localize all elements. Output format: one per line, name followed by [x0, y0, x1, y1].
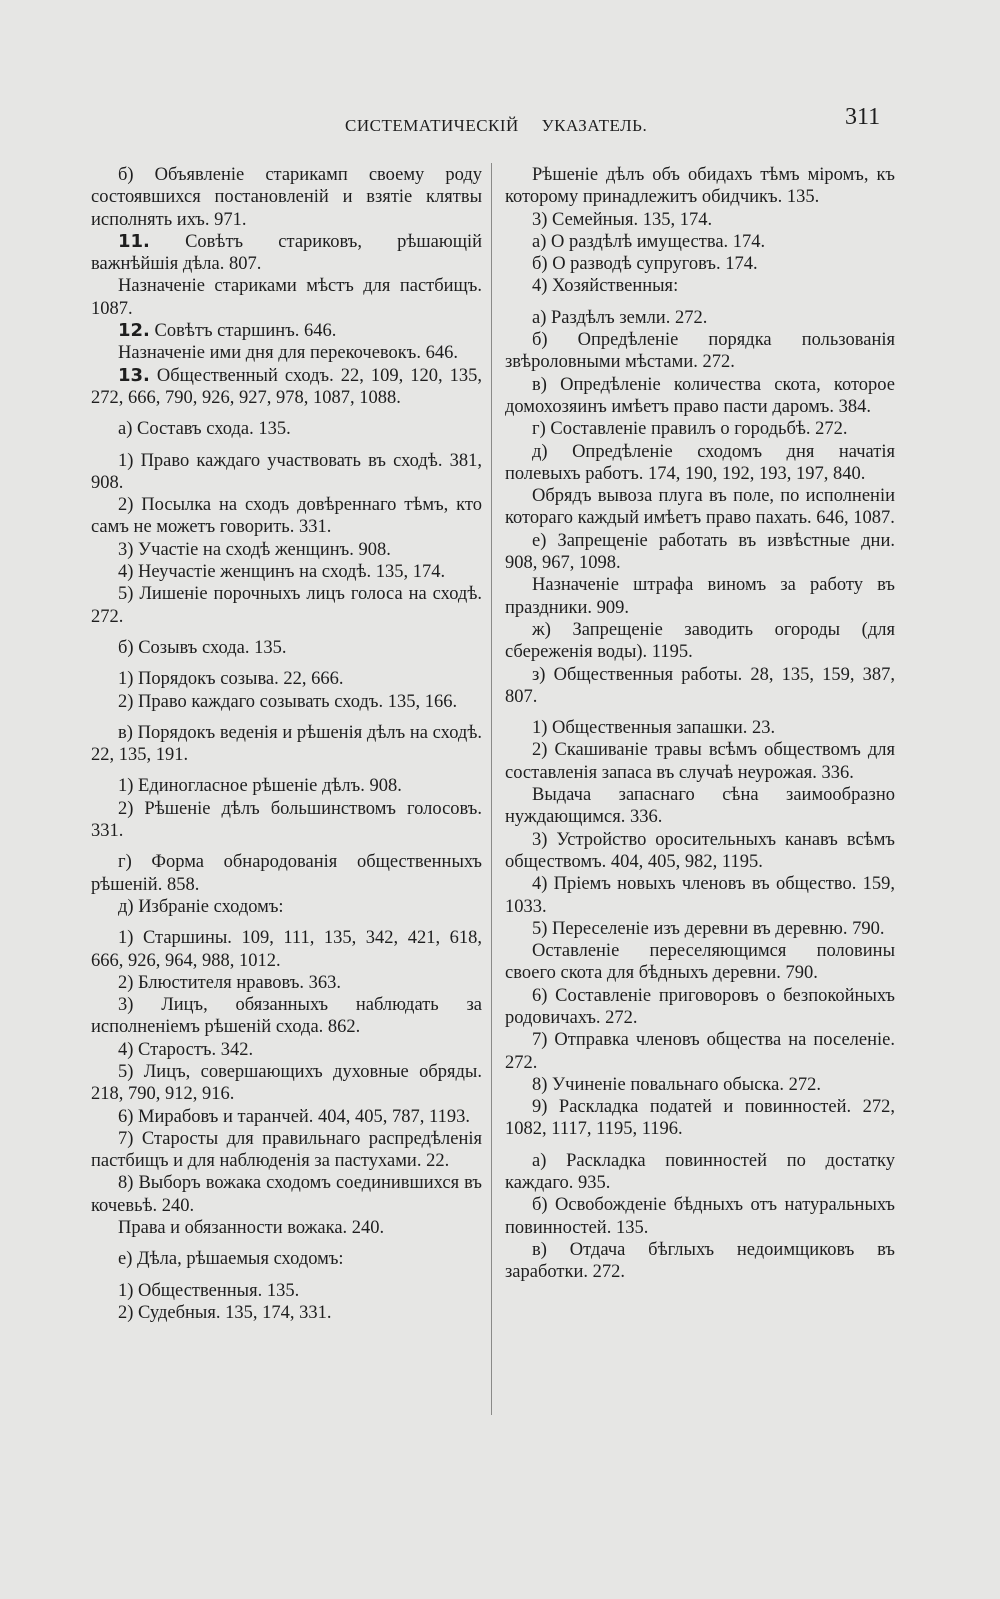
index-entry	[91, 1172, 482, 1217]
entry-text: 1) Порядокъ созыва. 22, 666.	[118, 669, 344, 690]
entry-text: б) Созывъ схода. 135.	[118, 637, 287, 658]
index-entry	[91, 851, 482, 896]
entry-text: в) Отдача бѣглыхъ недоимщиковъ въ заработки. 272.	[505, 1239, 895, 1283]
index-entry	[505, 253, 895, 275]
index-entry	[91, 994, 482, 1039]
entry-text: е) Дѣла, рѣшаемыя сходомъ:	[118, 1249, 344, 1270]
index-entry	[91, 1280, 482, 1302]
entry-text: 4) Неучастіе женщинъ на сходѣ. 135, 174.	[118, 562, 446, 583]
entry-text: д) Опредѣленіе сходомъ дня начатія полевыхъ работъ. 174, 190, 192, 193, 197, 840.	[505, 441, 895, 484]
entry-text: а) Составъ схода. 135.	[118, 419, 291, 440]
index-entry	[91, 1039, 482, 1061]
index-entry	[505, 619, 895, 664]
index-entry	[91, 775, 482, 797]
entry-text: Обрядъ вывоза плуга въ поле, по исполненіи котораго каждый имѣетъ право пахать. 646, 1087.	[505, 486, 895, 529]
index-entry	[505, 307, 895, 329]
index-entry	[91, 1128, 482, 1173]
index-entry	[505, 664, 895, 709]
entry-text: 1) Общественныя запашки. 23.	[532, 718, 776, 739]
index-entry	[505, 164, 895, 209]
index-entry	[505, 209, 895, 231]
entry-text: Права и обязанности вожака. 240.	[118, 1218, 385, 1239]
entry-text: 1) Право каждаго участвовать въ сходѣ. 381, 908.	[91, 450, 482, 493]
entry-text: Оставленіе переселяющимся половины своего скота для бѣдныхъ деревни. 790.	[505, 941, 895, 984]
entry-text: г) Форма обнародованія общественныхъ рѣшеній. 858.	[91, 852, 482, 895]
entry-text: з) Общественныя работы. 28, 135, 159, 387, 807.	[505, 664, 895, 707]
left-column	[91, 164, 482, 1324]
entry-text: 7) Отправка членовъ общества на поселеніе. 272.	[505, 1030, 895, 1073]
entry-text: 6) Мирабовъ и таранчей. 404, 405, 787, 1193.	[118, 1106, 470, 1127]
section-number: 13.	[118, 364, 150, 386]
entry-text: б) Опредѣленіе порядка пользованія звѣроловными мѣстами. 272.	[505, 330, 895, 373]
index-entry	[505, 739, 895, 784]
index-entry	[91, 668, 482, 690]
index-entry	[91, 418, 482, 440]
entry-text: а) Раздѣлъ земли. 272.	[532, 307, 708, 328]
index-entry	[91, 342, 482, 364]
entry-text: 2) Право каждаго созывать сходъ. 135, 166.	[118, 691, 458, 712]
index-entry	[91, 365, 482, 410]
entry-text: 1) Общественныя. 135.	[118, 1280, 300, 1301]
entry-text: 7) Старосты для правильнаго распредѣленія пастбищъ и для наблюденія за пастухами. 22.	[91, 1128, 482, 1172]
index-entry	[91, 1106, 482, 1128]
entry-text: 4) Хозяйственныя:	[532, 276, 679, 297]
entry-text: Рѣшеніе дѣлъ объ обидахъ тѣмъ міромъ, къ которому принадлежитъ обидчикъ. 135.	[505, 165, 895, 208]
index-entry	[505, 717, 895, 739]
entry-text: в) Опредѣленіе количества скота, которое домохозяинъ имѣетъ право пасти даромъ. 384.	[505, 374, 895, 417]
index-entry	[505, 985, 895, 1030]
index-entry	[505, 374, 895, 419]
index-entry	[91, 927, 482, 972]
index-entry	[505, 940, 895, 985]
index-entry	[505, 441, 895, 486]
entry-text: 5) Переселеніе изъ деревни въ деревню. 790.	[532, 918, 885, 939]
entry-text: 2) Рѣшеніе дѣлъ большинствомъ голосовъ. 331.	[91, 798, 482, 842]
index-entry	[91, 798, 482, 843]
entry-text: 3) Участіе на сходѣ женщинъ. 908.	[118, 539, 391, 560]
entry-text: а) Раскладка повинностей по достатку каждаго. 935.	[505, 1150, 895, 1194]
entry-text: а) О раздѣлѣ имущества. 174.	[532, 231, 766, 252]
index-entry	[505, 1150, 895, 1195]
index-entry	[505, 918, 895, 940]
entry-text: 2) Судебныя. 135, 174, 331.	[118, 1302, 332, 1323]
entry-text: 2) Блюстителя нравовъ. 363.	[118, 972, 342, 993]
index-entry	[91, 637, 482, 659]
index-entry	[505, 1239, 895, 1284]
entry-text: г) Составленіе правилъ о городьбѣ. 272.	[532, 419, 848, 440]
entry-text: 4) Пріемъ новыхъ членовъ въ общество. 159, 1033.	[505, 874, 895, 917]
index-entry	[91, 691, 482, 713]
entry-text: Назначеніе стариками мѣстъ для пастбищъ. 1087.	[91, 276, 482, 319]
index-entry	[505, 231, 895, 253]
entry-text: 9) Раскладка податей и повинностей. 272, 1082, 1117, 1195, 1196.	[505, 1097, 895, 1140]
entry-text: Назначеніе штрафа виномъ за работу въ праздники. 909.	[505, 575, 895, 618]
index-entry	[505, 329, 895, 374]
section-number: 12.	[118, 320, 150, 342]
right-column	[505, 164, 895, 1284]
index-entry	[91, 231, 482, 276]
entry-text: 3) Устройство оросительныхъ канавъ всѣмъ обществомъ. 404, 405, 982, 1195.	[505, 829, 895, 872]
index-entry	[505, 829, 895, 874]
entry-text: 6) Составленіе приговоровъ о безпокойныхъ родовичахъ. 272.	[505, 985, 895, 1028]
entry-text: 5) Лишеніе порочныхъ лицъ голоса на сходѣ. 272.	[91, 584, 482, 627]
entry-text: Назначеніе ими дня для перекочевокъ. 646.	[118, 343, 458, 364]
index-entry	[91, 1217, 482, 1239]
index-entry	[505, 873, 895, 918]
index-entry	[505, 485, 895, 530]
page-number: 311	[845, 104, 881, 130]
index-entry	[91, 1248, 482, 1270]
entry-text: д) Избраніе сходомъ:	[118, 896, 284, 917]
index-entry	[91, 494, 482, 539]
index-entry	[91, 275, 482, 320]
entry-text: 3) Лицъ, обязанныхъ наблюдать за исполненіемъ рѣшеній схода. 862.	[91, 995, 482, 1038]
entry-text: б) Объявленіе старикамп своему роду состоявшихся постановленій и взятіе клятвы исполнять ихъ. 971.	[91, 165, 482, 230]
index-entry	[91, 1061, 482, 1106]
entry-text: Выдача запаснаго сѣна заимообразно нуждающимся. 336.	[505, 785, 895, 828]
entry-text: б) Освобожденіе бѣдныхъ отъ натуральныхъ повинностей. 135.	[505, 1195, 895, 1238]
entry-text: е) Запрещеніе работать въ извѣстные дни. 908, 967, 1098.	[505, 530, 895, 574]
entry-text: 8) Выборъ вожака сходомъ соединившихся въ кочевьѣ. 240.	[91, 1173, 482, 1216]
index-entry	[91, 561, 482, 583]
entry-text: 8) Учиненіе повальнаго обыска. 272.	[532, 1074, 821, 1095]
index-entry	[91, 583, 482, 628]
index-entry	[505, 1074, 895, 1096]
index-entry	[505, 1096, 895, 1141]
index-entry	[505, 1194, 895, 1239]
index-entry	[91, 539, 482, 561]
entry-text: Общественный сходъ. 22, 109, 120, 135, 272, 666, 790, 926, 927, 978, 1087, 1088.	[91, 365, 482, 408]
index-entry	[505, 530, 895, 575]
entry-text: 2) Посылка на сходъ довѣреннаго тѣмъ, кто самъ не можетъ говорить. 331.	[91, 495, 482, 538]
index-entry	[91, 320, 482, 342]
entry-text: ж) Запрещеніе заводить огороды (для сбереженія воды). 1195.	[505, 619, 895, 663]
index-entry	[505, 418, 895, 440]
entry-text: в) Порядокъ веденія и рѣшенія дѣлъ на сходѣ. 22, 135, 191.	[91, 722, 482, 766]
index-entry	[91, 1302, 482, 1324]
entry-text: 1) Старшины. 109, 111, 135, 342, 421, 618, 666, 926, 964, 988, 1012.	[91, 928, 482, 971]
entry-text: Совѣтъ стариковъ, рѣшающій важнѣйшія дѣла. 807.	[91, 231, 482, 275]
index-entry	[91, 164, 482, 231]
entry-text: Совѣтъ старшинъ. 646.	[149, 321, 337, 342]
index-entry	[91, 450, 482, 495]
index-entry	[505, 1029, 895, 1074]
entry-text: 4) Старостъ. 342.	[118, 1039, 254, 1060]
index-entry	[91, 896, 482, 918]
column-divider	[491, 163, 492, 1415]
index-entry	[91, 722, 482, 767]
section-number: 11.	[118, 230, 150, 252]
index-entry	[505, 275, 895, 297]
entry-text: 2) Скашиваніе травы всѣмъ обществомъ для составленія запаса въ случаѣ неурожая. 336.	[505, 740, 895, 783]
entry-text: 3) Семейныя. 135, 174.	[532, 209, 713, 230]
entry-text: б) О разводѣ супруговъ. 174.	[532, 254, 758, 275]
index-entry	[505, 784, 895, 829]
entry-text: 1) Единогласное рѣшеніе дѣлъ. 908.	[118, 776, 402, 797]
index-entry	[505, 574, 895, 619]
running-title: СИСТЕМАТИЧЕСКІЙ УКАЗАТЕЛЬ.	[345, 116, 648, 135]
index-entry	[91, 972, 482, 994]
entry-text: 5) Лицъ, совершающихъ духовные обряды. 218, 790, 912, 916.	[91, 1061, 482, 1105]
